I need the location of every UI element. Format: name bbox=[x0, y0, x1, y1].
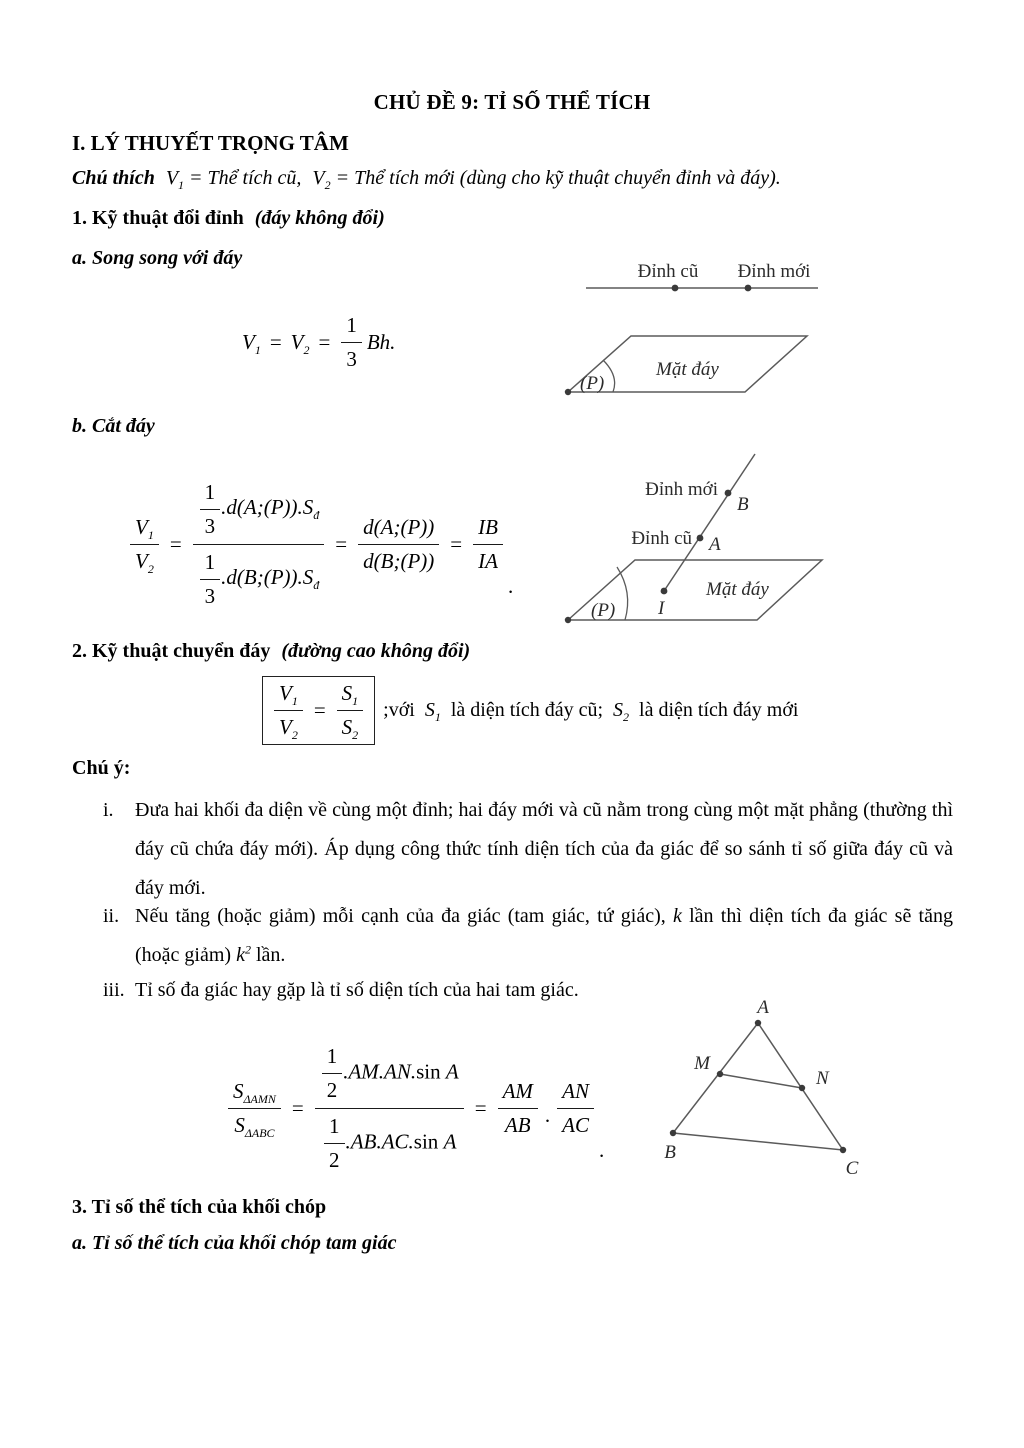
vertex-a-dot bbox=[755, 1020, 761, 1026]
point-n-dot bbox=[799, 1085, 805, 1091]
fraction-distances: $\frac{d(A;(P))}{d(B;(P))}$ bbox=[358, 514, 439, 575]
point-m-label: M bbox=[694, 1053, 710, 1074]
heading-1b-cut-base: b. Cắt đáy bbox=[72, 415, 155, 437]
old-apex-label: Đỉnh cũ bbox=[637, 261, 699, 282]
base-label: Mặt đáy bbox=[656, 359, 719, 380]
fraction-one-third: $\frac{1}{3}$ bbox=[341, 312, 362, 373]
fraction-an-ac: $\frac{AN}{AC}$ bbox=[557, 1078, 594, 1139]
point-m-dot bbox=[717, 1071, 723, 1077]
apex-line bbox=[664, 454, 755, 591]
math-token-v2: $V_2$ bbox=[312, 167, 331, 192]
item-text: Tỉ số đa giác hay gặp là tỉ số diện tích của hai tam giác. bbox=[135, 979, 579, 1001]
page-title: CHỦ ĐỀ 9: TỈ SỐ THỂ TÍCH bbox=[373, 90, 651, 114]
formula-cut-base: $\frac{V_1}{V_2}$ = $\frac{1}{3}$ $.d(A;(P)).S_đ$ $\frac{1}{3}$ $.d(B;(P)).S_đ$ = $\frac{d(A;(P))}{d(B;(P))}$ = $\frac{IB}{IA}$ . bbox=[128, 478, 513, 611]
notes-heading: Chú ý: bbox=[72, 757, 131, 779]
old-apex-dot bbox=[697, 535, 704, 542]
vertex-b-dot bbox=[670, 1130, 676, 1136]
math-token-k: k bbox=[672, 905, 682, 927]
item-number: i. bbox=[103, 799, 114, 821]
math-token: $V_2$ bbox=[290, 330, 310, 358]
formula-triangle-area-ratio: $\frac{S_{\Delta AMN}}{S_{\Delta ABC}}$ = $\frac{1}{2}$ .AM.AN.sin A $\frac{1}{2}$ .AB.AC.sin A = $\frac{AM}{AB}$ . $\frac{AN}{AC}$ . bbox=[226, 1042, 604, 1175]
formula-change-base bbox=[262, 676, 798, 745]
heading-1-change-apex: 1. Kỹ thuật đổi đỉnh (đáy không đổi) bbox=[72, 207, 385, 229]
fraction-areas: $\frac{S_{\Delta AMN}}{S_{\Delta ABC}}$ bbox=[228, 1078, 281, 1139]
plane-label: (P) bbox=[591, 600, 616, 621]
point-i-label: I bbox=[658, 598, 665, 619]
note-new-text: = Thể tích mới (dùng cho kỹ thuật chuyển đỉnh và đáy). bbox=[335, 167, 781, 189]
new-apex-label: Đỉnh mới bbox=[737, 261, 811, 282]
note-line bbox=[72, 167, 781, 190]
math-token-k-squared: $k^2$ bbox=[236, 942, 251, 966]
point-n-label: N bbox=[816, 1068, 829, 1089]
intersection-dot bbox=[661, 588, 668, 595]
vertex-a-label: A bbox=[757, 997, 769, 1018]
math-token: $V_1$ bbox=[242, 330, 261, 358]
diagram-triangle-amn-abc bbox=[630, 985, 892, 1185]
section-heading-theory: I. LÝ THUYẾT TRỌNG TÂM bbox=[72, 131, 349, 155]
fraction-v1-v2: $\frac{V_1}{V_2}$ bbox=[274, 680, 303, 741]
note-item-ii bbox=[103, 897, 953, 975]
new-apex-dot bbox=[725, 490, 732, 497]
heading-1a-parallel: a. Song song với đáy bbox=[72, 247, 243, 269]
fraction-v1-v2: $\frac{V_1}{V_2}$ bbox=[130, 514, 159, 575]
fraction-half-products: $\frac{1}{2}$ .AM.AN.sin A $\frac{1}{2}$ .AB.AC.sin A bbox=[315, 1042, 464, 1175]
plane-label: (P) bbox=[580, 373, 605, 394]
item-number: ii. bbox=[103, 905, 120, 927]
formula-parallel-apex: $V_1$ = $V_2$ = $\frac{1}{3}$ Bh. bbox=[242, 313, 396, 371]
old-apex-dot bbox=[672, 285, 679, 292]
diagram-change-apex-parallel bbox=[558, 246, 833, 401]
note-label: Chú thích bbox=[72, 167, 155, 189]
formula-annotation: ;với $S_1$ là diện tích đáy cũ; $S_2$ là diện tích đáy mới bbox=[383, 699, 799, 724]
item-number: iii. bbox=[103, 979, 125, 1001]
old-apex-label: Đỉnh cũ bbox=[631, 528, 692, 549]
item-text: Đưa hai khối đa diện về cùng một đỉnh; hai đáy mới và cũ nằm trong cùng một mặt phẳng (thường thì đáy cũ chứa đáy mới). Áp dụng công thức tính diện tích của đa giác để so sánh tỉ số giữa đáy cũ và đáy mới. bbox=[135, 799, 953, 899]
heading-3a-triangular-pyramid: a. Tỉ số thể tích của khối chóp tam giác bbox=[72, 1232, 397, 1254]
point-a-label: A bbox=[709, 534, 721, 555]
corner-dot bbox=[565, 389, 571, 395]
fraction-distances-areas: $\frac{1}{3}$ $.d(A;(P)).S_đ$ $\frac{1}{3}$ $.d(B;(P)).S_đ$ bbox=[193, 478, 325, 611]
vertex-b-label: B bbox=[664, 1142, 676, 1163]
heading-3-pyramid-ratio: 3. Tỉ số thể tích của khối chóp bbox=[72, 1196, 327, 1218]
segment-mn bbox=[720, 1074, 802, 1088]
heading-2-change-base: 2. Kỹ thuật chuyển đáy (đường cao không đổi) bbox=[72, 640, 471, 662]
new-apex-label: Đỉnh mới bbox=[645, 479, 718, 500]
point-b-label: B bbox=[737, 494, 749, 515]
fraction-am-ab: $\frac{AM}{AB}$ bbox=[498, 1078, 538, 1139]
math-token: Bh. bbox=[366, 330, 396, 354]
corner-dot bbox=[565, 617, 571, 623]
fraction-ib-ia: $\frac{IB}{IA}$ bbox=[473, 514, 503, 575]
vertex-c-label: C bbox=[845, 1158, 859, 1179]
math-token-v1: $V_1$ bbox=[165, 167, 185, 192]
vertex-c-dot bbox=[840, 1147, 846, 1153]
fraction-s1-s2: $\frac{S_1}{S_2}$ bbox=[337, 680, 364, 741]
note-item-i bbox=[103, 791, 953, 908]
new-apex-dot bbox=[745, 285, 752, 292]
plane-arc bbox=[603, 360, 615, 392]
boxed-formula: $\frac{V_1}{V_2}$ = $\frac{S_1}{S_2}$ bbox=[262, 676, 375, 745]
item-text: Nếu tăng (hoặc giảm) mỗi cạnh của đa giác (tam giác, tứ giác), k lần thì diện tích đa giác sẽ tăng (hoặc giảm) $k^2$ lần. bbox=[135, 905, 953, 966]
base-label: Mặt đáy bbox=[706, 579, 769, 600]
note-old-text: = Thể tích cũ, bbox=[189, 167, 302, 189]
diagram-cut-base bbox=[540, 437, 832, 635]
